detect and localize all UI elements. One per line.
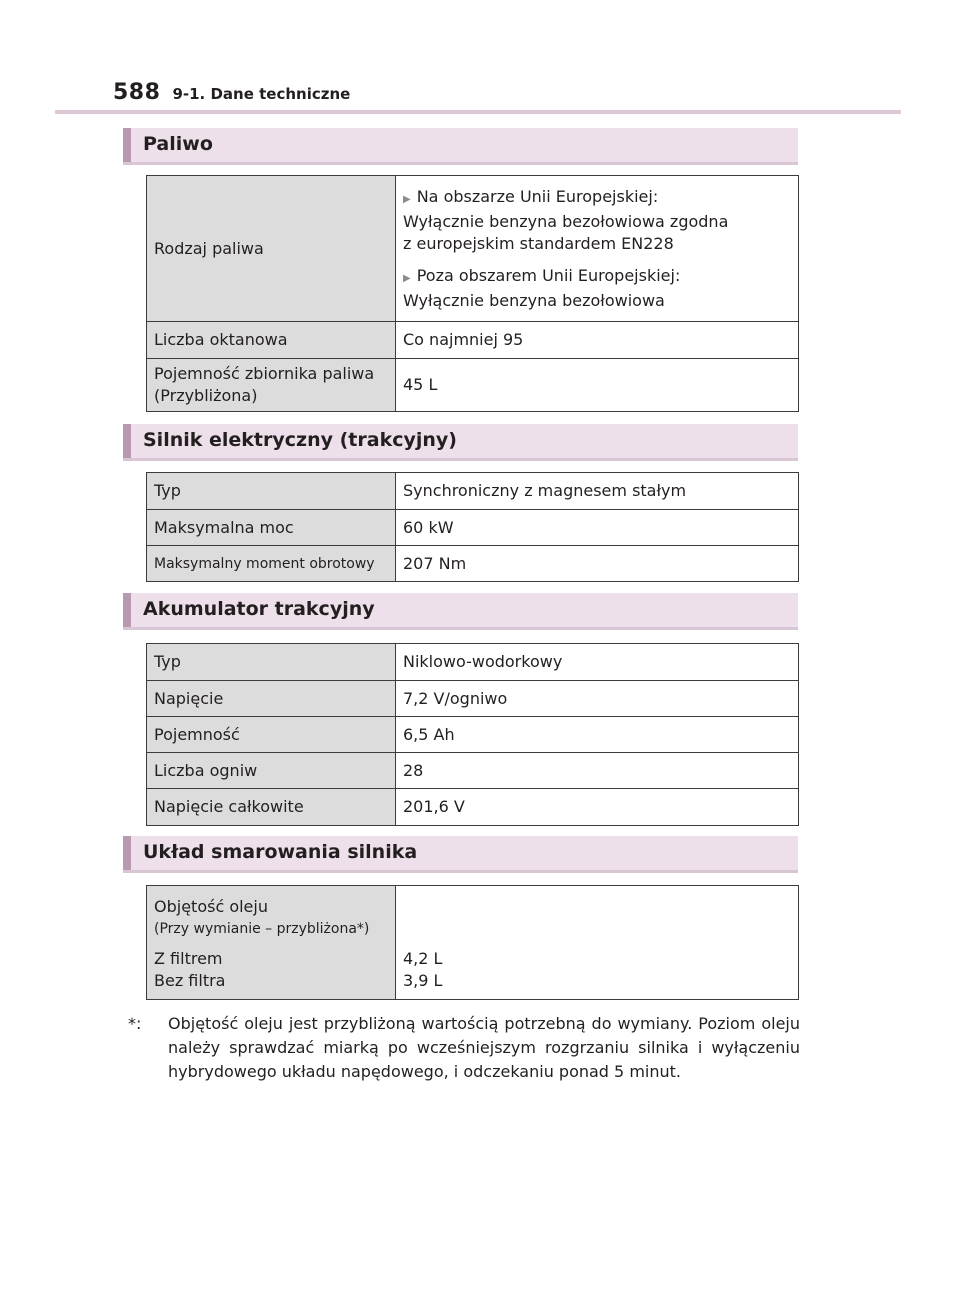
battery-capacity-label: Pojemność bbox=[147, 717, 396, 753]
battery-capacity-value: 6,5 Ah bbox=[396, 717, 799, 753]
fuel-type-label: Rodzaj paliwa bbox=[147, 176, 396, 322]
table-row bbox=[147, 510, 799, 546]
page-header bbox=[113, 80, 350, 110]
fuel-section-title: Paliwo bbox=[143, 133, 213, 155]
table-row bbox=[147, 753, 799, 789]
table-row bbox=[147, 322, 799, 359]
lubrication-section-heading bbox=[123, 836, 798, 873]
battery-total-voltage-value: 201,6 V bbox=[396, 789, 799, 826]
motor-section-heading bbox=[123, 424, 798, 461]
battery-type-label: Typ bbox=[147, 644, 396, 681]
battery-voltage-value: 7,2 V/ogniwo bbox=[396, 681, 799, 717]
fuel-section-heading bbox=[123, 128, 798, 165]
table-row bbox=[147, 359, 799, 412]
footnote-mark: *: bbox=[128, 1014, 142, 1033]
motor-power-value: 60 kW bbox=[396, 510, 799, 546]
battery-total-voltage-label: Napięcie całkowite bbox=[147, 789, 396, 826]
motor-type-value: Synchroniczny z magnesem stałym bbox=[396, 473, 799, 510]
motor-torque-label: Maksymalny moment obrotowy bbox=[147, 546, 396, 582]
fuel-type-item: ▶ Na obszarze Unii Europejskiej: bbox=[403, 186, 791, 211]
fuel-table bbox=[146, 175, 799, 412]
table-row bbox=[147, 717, 799, 753]
without-filter-label: Bez filtra bbox=[154, 971, 226, 990]
footnote-text: Objętość oleju jest przybliżoną wartością potrzebną do wymiany. Poziom oleju należy sprawdzać miarką po wcześniejszym rozgrzaniu silnika i wyłączeniu hybrydowego układu napędowego, i odczekaniu ponad 5 minut. bbox=[168, 1014, 800, 1081]
table-row bbox=[147, 473, 799, 510]
tank-capacity-label: Pojemność zbiornika paliwa (Przybliżona) bbox=[147, 359, 396, 412]
oil-volume-value bbox=[396, 886, 799, 1000]
table-row bbox=[147, 681, 799, 717]
heading-accent-bar bbox=[123, 836, 131, 870]
motor-section-title: Silnik elektryczny (trakcyjny) bbox=[143, 429, 457, 451]
without-filter-value: 3,9 L bbox=[403, 971, 443, 990]
table-row bbox=[147, 886, 799, 1000]
motor-power-label: Maksymalna moc bbox=[147, 510, 396, 546]
octane-label: Liczba oktanowa bbox=[147, 322, 396, 359]
with-filter-label: Z filtrem bbox=[154, 949, 223, 968]
with-filter-value: 4,2 L bbox=[403, 949, 443, 968]
tank-capacity-value: 45 L bbox=[396, 359, 799, 412]
battery-section-title: Akumulator trakcyjny bbox=[143, 598, 375, 620]
heading-accent-bar bbox=[123, 128, 131, 162]
section-title: 9-1. Dane techniczne bbox=[172, 85, 351, 103]
oil-volume-label: Objętość oleju (Przy wymianie – przybliżona*) Z filtrem Bez filtra bbox=[147, 886, 396, 1000]
octane-value: Co najmniej 95 bbox=[396, 322, 799, 359]
table-row bbox=[147, 644, 799, 681]
fuel-type-item: ▶ Poza obszarem Unii Europejskiej: bbox=[403, 265, 791, 290]
table-row bbox=[147, 789, 799, 826]
motor-table bbox=[146, 472, 799, 582]
triangle-bullet-icon: ▶ bbox=[403, 272, 411, 284]
battery-section-heading bbox=[123, 593, 798, 630]
lubrication-table bbox=[146, 885, 799, 1000]
fuel-type-value: ▶ Na obszarze Unii Europejskiej: Wyłącznie benzyna bezołowiowa zgodna z europejskim standardem EN228 ▶ Poza obszarem Unii Europejskiej: Wyłącznie benzyna bezołowiowa bbox=[396, 176, 799, 322]
battery-voltage-label: Napięcie bbox=[147, 681, 396, 717]
table-row bbox=[147, 546, 799, 582]
battery-table bbox=[146, 643, 799, 826]
battery-cells-value: 28 bbox=[396, 753, 799, 789]
header-divider bbox=[55, 110, 901, 114]
triangle-bullet-icon: ▶ bbox=[403, 193, 411, 205]
page-number: 588 bbox=[113, 80, 161, 105]
motor-type-label: Typ bbox=[147, 473, 396, 510]
heading-accent-bar bbox=[123, 424, 131, 458]
battery-type-value: Niklowo-wodorkowy bbox=[396, 644, 799, 681]
heading-accent-bar bbox=[123, 593, 131, 627]
lubrication-section-title: Układ smarowania silnika bbox=[143, 841, 418, 863]
footnote bbox=[128, 1012, 800, 1084]
motor-torque-value: 207 Nm bbox=[396, 546, 799, 582]
battery-cells-label: Liczba ogniw bbox=[147, 753, 396, 789]
table-row bbox=[147, 176, 799, 322]
